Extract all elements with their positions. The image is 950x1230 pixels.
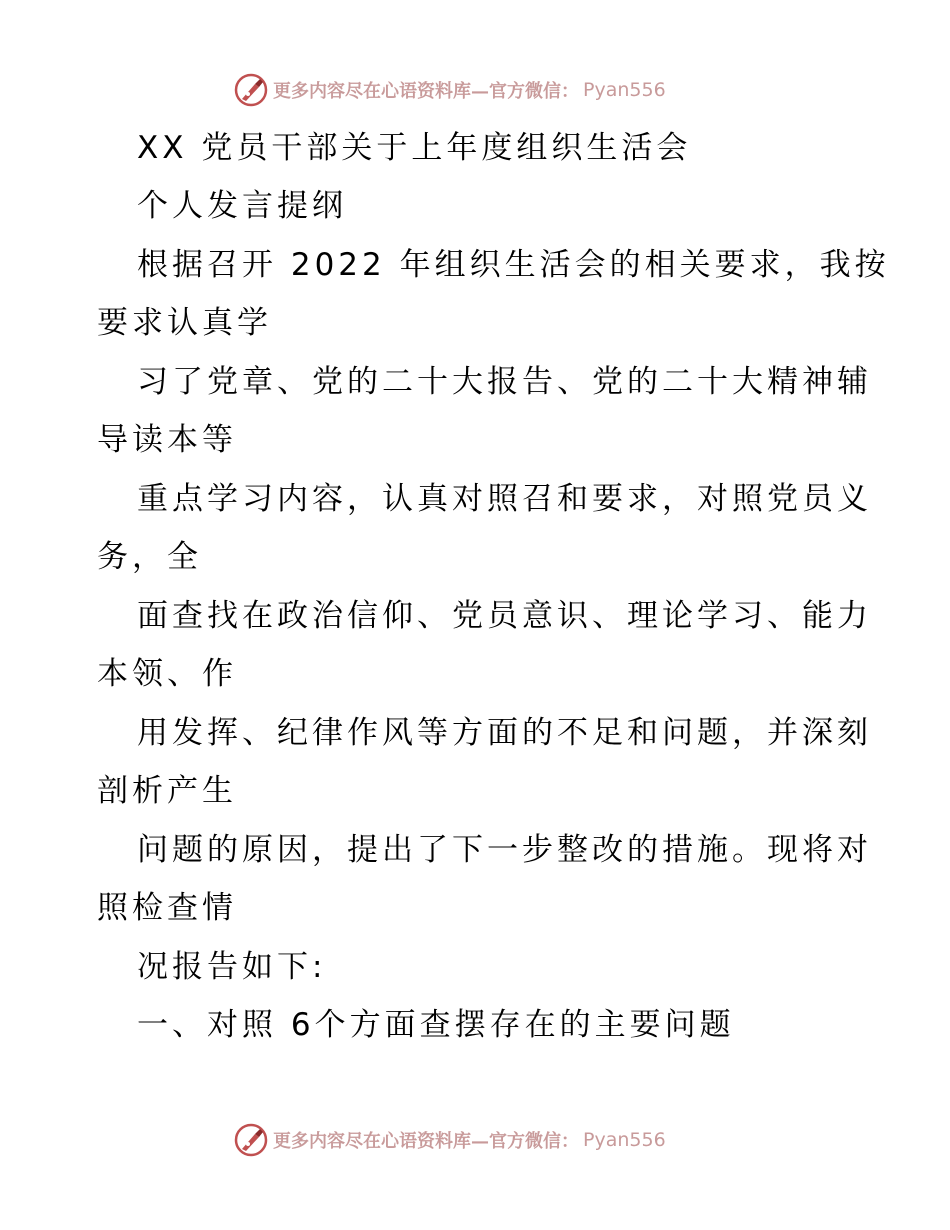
paragraph-line: 根据召开 2022 年组织生活会的相关要求，我按 [137, 247, 890, 283]
paragraph-line: 面查找在政治信仰、党员意识、理论学习、能力 [137, 598, 872, 634]
wechat-id: Pyan556 [583, 79, 666, 101]
paragraph-line: 要求认真学 [97, 305, 272, 341]
paragraph-line: 问题的原因，提出了下一步整改的措施。现将对 [137, 832, 872, 868]
pen-logo-icon [233, 72, 269, 108]
document-title-line2: 个人发言提纲 [137, 188, 347, 224]
paragraph-line: 照检查情 [97, 890, 237, 926]
pen-logo-icon [233, 1122, 269, 1158]
paragraph-line: 习了党章、党的二十大报告、党的二十大精神辅 [137, 364, 872, 400]
banner-text: 更多内容尽在心语资料库—官方微信： [273, 81, 579, 102]
paragraph-line: 务，全 [97, 539, 202, 575]
wechat-id: Pyan556 [583, 1129, 666, 1151]
paragraph-line: 用发挥、纪律作风等方面的不足和问题，并深刻 [137, 715, 872, 751]
paragraph-line: 导读本等 [97, 422, 237, 458]
section-heading: 一、对照 6个方面查摆存在的主要问题 [137, 1007, 735, 1043]
document-title-line1: XX 党员干部关于上年度组织生活会 [137, 130, 692, 166]
header-banner [233, 70, 666, 110]
banner-text: 更多内容尽在心语资料库—官方微信： [273, 1131, 579, 1152]
paragraph-line: 本领、作 [97, 656, 237, 692]
paragraph-line: 重点学习内容，认真对照召和要求，对照党员义 [137, 481, 872, 517]
footer-banner [233, 1120, 666, 1160]
paragraph-line: 剖析产生 [97, 773, 237, 809]
paragraph-line: 况报告如下: [137, 949, 327, 985]
